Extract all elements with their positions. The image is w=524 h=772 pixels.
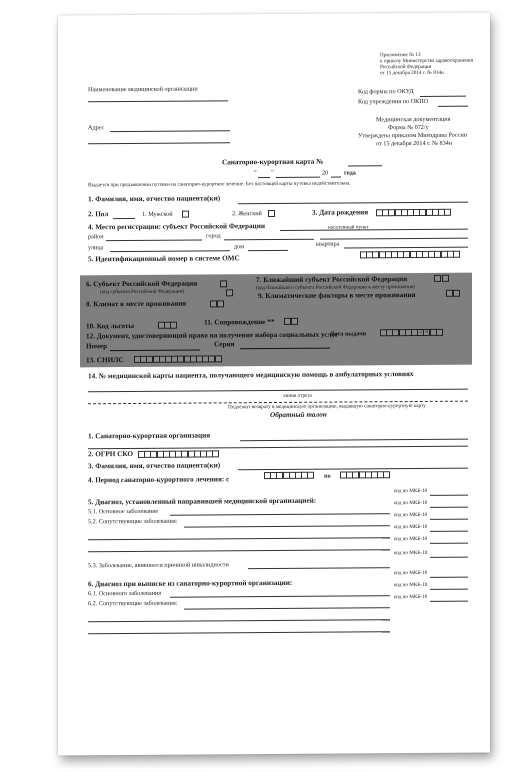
escort-box-1[interactable]	[284, 318, 291, 325]
mkb-line-2[interactable]	[430, 507, 468, 508]
field-12-label: 12. Документ, удостоверяющий право на получение набора социальных услуг	[86, 330, 339, 341]
med-doc-line-4: от 15 декабря 2014 г. № 834н	[376, 139, 453, 148]
coupon-field-6: 6. Диагноз при выписке из санаторно-курортной организации:	[88, 578, 293, 589]
gender-male-checkbox[interactable]	[182, 211, 189, 218]
mkb-label-5: код по МКБ-10	[394, 535, 428, 543]
address-line[interactable]	[110, 130, 230, 132]
climate-box-1[interactable]	[210, 300, 217, 307]
region-line[interactable]	[280, 229, 468, 231]
med-doc-line-1: Медицинская документация	[376, 115, 451, 124]
mkb-label-4: код по МКБ-10	[394, 523, 428, 531]
field-14-label: 14. № медицинской карты пациента, получающего медицинскую помощь в амбулаторных условиях	[88, 370, 414, 381]
coupon-field-5-2: 5.2. Сопутствующие заболевания:	[88, 517, 178, 526]
series-line[interactable]	[240, 348, 330, 350]
field-9-label: 9. Климатические факторы в месте проживания	[258, 291, 416, 301]
okpo-label: Код учреждения по ОКПО	[358, 97, 429, 106]
org-name-label: Наименование медицинской организации	[88, 85, 198, 94]
locality-label: населенный пункт	[328, 224, 369, 231]
comorbid-line-3[interactable]	[88, 549, 390, 552]
coupon-title: Обратный талон	[270, 410, 327, 420]
med-doc-line-2: Форма № 072/у	[388, 123, 429, 132]
appendix-line-4: от 15 декабря 2014 г. № 834н	[380, 69, 444, 77]
birth-date-cells[interactable]	[376, 209, 450, 217]
mkb-line-4[interactable]	[430, 531, 468, 532]
field-8-label: 8. Климат в месте проживания	[86, 299, 187, 309]
okud-label: Код формы по ОКУД	[358, 88, 414, 96]
field-6-note: (код субъекта Российской Федерации)	[100, 288, 185, 296]
date-quote-close: ”	[271, 169, 274, 177]
coupon-field-4: 4. Период санаторно-курортного лечения: с	[88, 475, 230, 485]
mkb-line-8[interactable]	[430, 589, 468, 590]
discharge-comorbid-line-2[interactable]	[88, 619, 390, 622]
date-year-line[interactable]	[331, 177, 341, 178]
field-10-label: 10. Код льготы	[86, 321, 135, 331]
okpo-line[interactable]	[438, 106, 468, 107]
region-code-box-1[interactable]	[220, 280, 227, 287]
mkb-label-8: код по МКБ-10	[394, 581, 428, 589]
gender-female-checkbox[interactable]	[268, 210, 275, 217]
city-line[interactable]	[224, 239, 314, 241]
coupon-field-6-2: 6.2. Сопутствующие заболевания:	[88, 599, 178, 608]
form-sheet	[58, 12, 490, 755]
field-5-label: 5. Идентификационный номер в системе ОМС	[88, 254, 240, 264]
locality-line[interactable]	[320, 238, 468, 240]
mkb-line-5[interactable]	[430, 543, 468, 544]
mkb-label-9: код по МКБ-10	[394, 593, 428, 601]
coupon-field-1: 1. Санаторно-курортная организация	[88, 431, 211, 441]
city-label: город	[206, 232, 221, 240]
oms-number-cells[interactable]	[360, 251, 459, 259]
issue-date-label: Дата выдачи	[330, 330, 367, 338]
climate-factors-box-2[interactable]	[453, 290, 460, 297]
mkb-line-9[interactable]	[430, 601, 468, 602]
cut-line-label: линия отреза	[283, 392, 312, 399]
field-2-label: 2. Пол	[88, 210, 109, 219]
return-note: Подлежит возврату в медицинскую организацию, выдавшую санаторно-курортную карту	[228, 402, 426, 411]
field-13-label: 13. СНИЛС	[86, 356, 124, 365]
issue-date-cells[interactable]: 2 0	[380, 329, 442, 336]
appendix-line-1: Приложение № 13	[380, 51, 421, 59]
med-doc-line-3: Утверждена приказом Минздрава России	[358, 131, 468, 140]
main-disease-line[interactable]	[170, 513, 390, 516]
mkb-label-2: код по МКБ-10	[394, 499, 428, 507]
gender-male-label: 1. Мужской	[142, 210, 173, 218]
date-year-suffix: года	[344, 169, 356, 177]
field-11-label: 11. Сопровождение **	[204, 317, 275, 327]
okud-line[interactable]	[420, 96, 466, 97]
field-7-label: 7. Ближайший субъект Российской Федерации	[256, 275, 408, 285]
address-line-2[interactable]	[88, 142, 230, 144]
mkb-label-1: код по МКБ-10	[394, 487, 428, 495]
field-1-label: 1. Фамилия, имя, отчество пациента(ки)	[88, 194, 221, 204]
field-3-label: 3. Дата рождения	[312, 208, 369, 217]
patient-name-line[interactable]	[238, 202, 468, 205]
date-month-line[interactable]	[276, 177, 320, 178]
mkb-line-3[interactable]	[430, 519, 468, 520]
org-name-line[interactable]	[88, 100, 228, 102]
district-label: район	[88, 233, 104, 241]
mkb-line-1[interactable]	[430, 495, 468, 496]
coupon-field-5: 5. Диагноз, установленный направившей медицинской организацией:	[88, 496, 317, 507]
number-line[interactable]	[110, 350, 200, 352]
shaded-section	[80, 273, 472, 368]
address-label: Адрес	[88, 124, 105, 132]
coupon-patient-name-line[interactable]	[238, 468, 468, 471]
appendix-line-3: Российской Федерации	[380, 63, 432, 71]
date-year-prefix: 20	[322, 169, 329, 177]
series-label: Серия	[214, 340, 235, 349]
mkb-line-6[interactable]	[430, 557, 468, 558]
discharge-comorbid-line-3[interactable]	[88, 631, 390, 634]
comorbid-line-2[interactable]	[88, 537, 390, 540]
issue-note: Выдается при предъявлении путевки на санаторно-курортное лечение. Без настоящей карты путевка недействительна.	[88, 180, 351, 189]
outpatient-card-line[interactable]	[88, 389, 468, 393]
gender-line[interactable]	[113, 218, 135, 219]
coupon-field-5-3: 5.3. Заболевание, явившееся причиной инвалидности	[88, 561, 229, 570]
disability-cause-line[interactable]	[248, 567, 390, 569]
card-number-line[interactable]	[348, 165, 382, 166]
snils-cells[interactable]	[134, 355, 221, 363]
sanatorium-line-2[interactable]	[88, 446, 468, 450]
comorbid-line-1[interactable]	[184, 525, 390, 527]
coupon-field-5-1: 5.1. Основное заболевание	[88, 507, 159, 516]
apartment-line[interactable]	[344, 247, 468, 249]
period-to-cells[interactable]	[340, 471, 390, 478]
district-line[interactable]	[106, 240, 202, 242]
field-4-label: 4. Место регистрации: субъект Российской Федерации	[88, 222, 265, 232]
coupon-field-2: 2. ОГРН СКО	[88, 449, 133, 459]
street-line[interactable]	[110, 250, 230, 252]
card-title: Санаторно-курортная карта №	[222, 157, 324, 167]
climate-factors-box-1[interactable]	[446, 290, 453, 297]
gender-female-label: 2. Женский	[232, 210, 262, 218]
mkb-label-7: код по МКБ-10	[394, 569, 428, 577]
ogrn-cells[interactable]	[138, 450, 219, 458]
field-7-note: (код ближайшего субъекта Российской Федерации к месту проживания)	[256, 284, 415, 292]
house-label: дом	[234, 243, 245, 251]
period-from-cells[interactable]	[264, 472, 314, 479]
discharge-main-line[interactable]	[170, 595, 390, 598]
sanatorium-line[interactable]	[240, 439, 468, 442]
benefit-code-cells[interactable]	[158, 322, 177, 329]
coupon-field-6-1: 6.1. Основного заболевания	[88, 589, 162, 598]
number-label: Номер	[86, 342, 108, 351]
discharge-comorbid-line-1[interactable]	[184, 607, 390, 609]
apartment-label: квартира	[316, 240, 340, 248]
period-to-label: по	[324, 472, 331, 480]
mkb-label-3: код по МКБ-10	[394, 511, 428, 519]
climate-box-2[interactable]	[217, 300, 224, 307]
house-line[interactable]	[248, 250, 288, 251]
field-6-label: 6. Субъект Российской Федерации	[86, 279, 198, 289]
mkb-label-6: код по МКБ-10	[394, 549, 428, 557]
near-region-box-1[interactable]	[434, 275, 441, 282]
street-label: улица	[88, 244, 104, 252]
mkb-line-7[interactable]	[430, 577, 468, 578]
appendix-line-2: к приказу Министерства здравоохранения	[380, 57, 473, 65]
date-day-line[interactable]	[258, 177, 270, 178]
region-code-box-2[interactable]	[226, 289, 233, 296]
near-region-box-2[interactable]	[442, 275, 449, 282]
escort-box-2[interactable]	[291, 318, 298, 325]
date-quote-open: “	[254, 169, 257, 177]
coupon-field-3: 3. Фамилия, имя, отчество пациента(ки)	[88, 461, 221, 471]
